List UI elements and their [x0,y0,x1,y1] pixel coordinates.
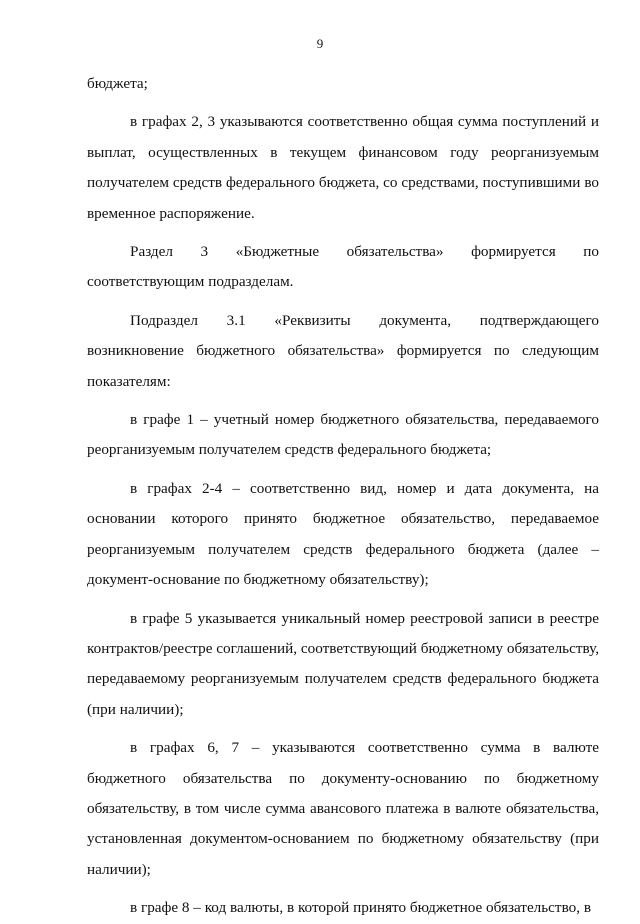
paragraph-graphs-2-4: в графах 2-4 – соответственно вид, номер и дата документа, на основании которого принято бюджетное обязательство, передаваемое реорганизуемым получателем средств федерального бюджета (далее – документ-основание по бюджетному обязательству); [87,479,599,589]
paragraph-subsection-3-1: Подраздел 3.1 «Реквизиты документа, подтверждающего возникновение бюджетного обязательства» формируется по следующим показателям: [87,311,599,390]
paragraph-graph-8: в графе 8 – код валюты, в которой принято бюджетное обязательство, в [130,899,591,917]
paragraph-graphs-6-7: в графах 6, 7 – указываются соответственно сумма в валюте бюджетного обязательства по документу-основанию по бюджетному обязательству, в том числе сумма авансового платежа в валюте обязательства, установленная документом-основанием по бюджетному обязательству (при наличии); [87,739,599,878]
paragraph-section-3: Раздел 3 «Бюджетные обязательства» формируется по соответствующим подразделам. [87,243,599,291]
document-body [87,69,599,924]
paragraph-graphs-2-3: в графах 2, 3 указываются соответственно общая сумма поступлений и выплат, осуществленных в текущем финансовом году реорганизуемым получателем средств федерального бюджета, со средствами, поступившими во временное распоряжение. [87,113,599,222]
paragraph-graph-5: в графе 5 указывается уникальный номер реестровой записи в реестре контрактов/реестре соглашений, соответствующий бюджетному обязательству, передаваемому реорганизуемым получателем средств федерального бюджета (при наличии); [87,609,599,718]
paragraph-graph-1: в графе 1 – учетный номер бюджетного обязательства, передаваемого реорганизуемым получателем средств федерального бюджета; [87,411,599,459]
paragraph-continuation: бюджета; [87,75,148,92]
page-number: 9 [316,36,324,51]
